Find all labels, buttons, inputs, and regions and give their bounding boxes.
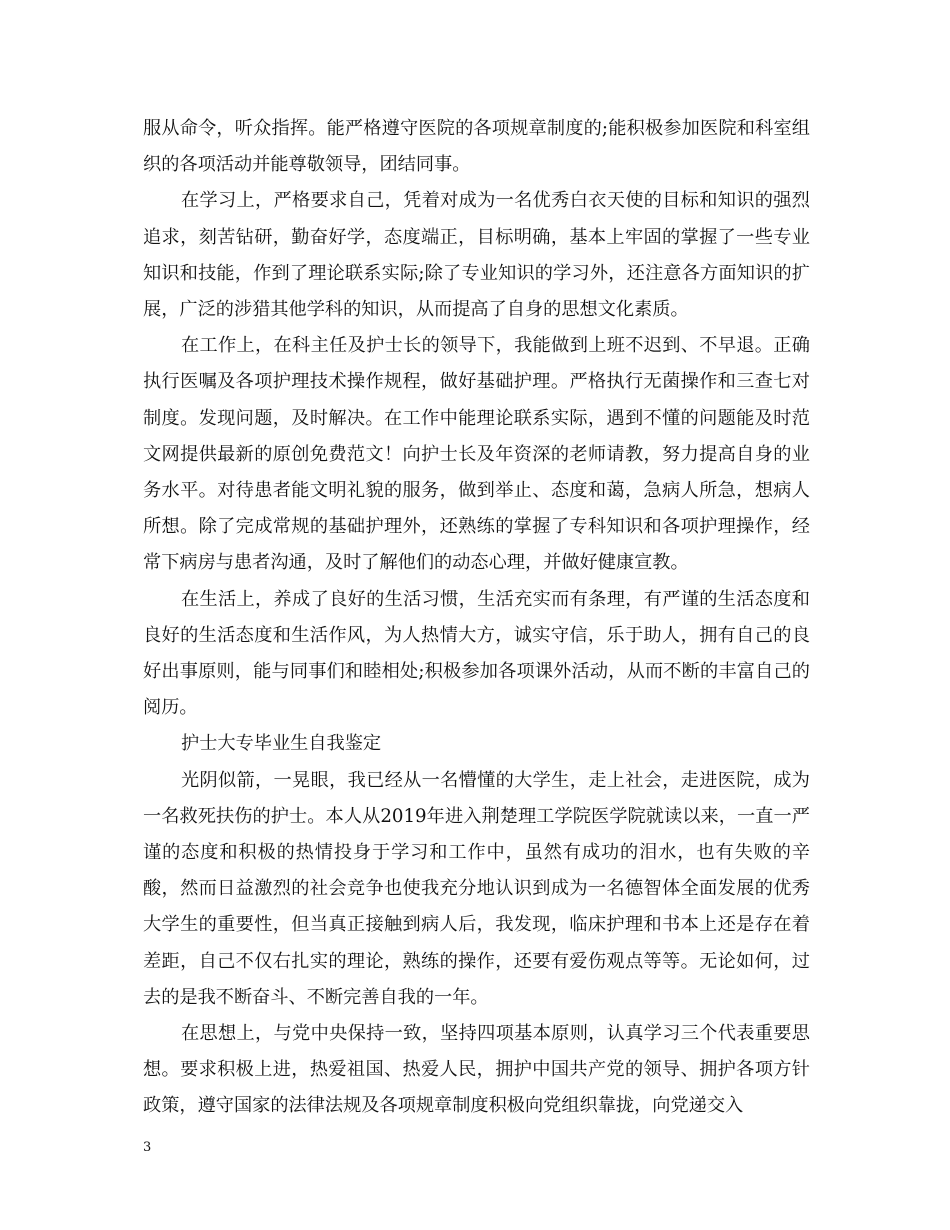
paragraph-6: 在思想上，与党中央保持一致，坚持四项基本原则，认真学习三个代表重要思想。要求积极上进，热爱祖国、热爱人民，拥护中国共产党的领导、拥护各项方针政策，遵守国家的法律法规及各项规章制度积极向党组织靠拢，向党递交入: [143, 1023, 810, 1117]
document-body: [143, 111, 810, 1125]
paragraph-3: 在工作上，在科主任及护士长的领导下，我能做到上班不迟到、不早退。正确执行医嘱及各项护理技术操作规程，做好基础护理。严格执行无菌操作和三查七对制度。发现问题，及时解决。在工作中能理论联系实际，遇到不懂的问题能及时范文网提供最新的原创免费范文！向护士长及年资深的老师请教，努力提高自身的业务水平。对待患者能文明礼貌的服务，做到举止、态度和蔼，急病人所急，想病人所想。除了完成常规的基础护理外，还熟练的掌握了专科知识和各项护理操作，经常下病房与患者沟通，及时了解他们的动态心理，并做好健康宣教。: [143, 335, 810, 574]
paragraph-1: 服从命令，听众指挥。能严格遵守医院的各项规章制度的;能积极参加医院和科室组织的各项活动并能尊敬领导，团结同事。: [143, 118, 810, 176]
paragraph-2: 在学习上，严格要求自己，凭着对成为一名优秀白衣天使的目标和知识的强烈追求，刻苦钻研，勤奋好学，态度端正，目标明确，基本上牢固的掌握了一些专业知识和技能，作到了理论联系实际;除了专业知识的学习外，还注意各方面知识的扩展，广泛的涉猎其他学科的知识，从而提高了自身的思想文化素质。: [143, 190, 810, 321]
paragraph-5: 光阴似箭，一晃眼，我已经从一名懵懂的大学生，走上社会，走进医院，成为一名救死扶伤的护士。本人从2019年进入荆楚理工学院医学院就读以来，一直一严谨的态度和积极的热情投身于学习和工作中，虽然有成功的泪水，也有失败的辛酸，然而日益激烈的社会竞争也使我充分地认识到成为一名德智体全面发展的优秀大学生的重要性，但当真正接触到病人后，我发现，临床护理和书本上还是存在着差距，自己不仅右扎实的理论，熟练的操作，还要有爱伤观点等等。无论如何，过去的是我不断奋斗、不断完善自我的一年。: [143, 769, 810, 1008]
section-heading: 护士大专毕业生自我鉴定: [181, 733, 382, 755]
paragraph-4: 在生活上，养成了良好的生活习惯，生活充实而有条理，有严谨的生活态度和良好的生活态度和生活作风，为人热情大方，诚实守信，乐于助人，拥有自己的良好出事原则，能与同事们和睦相处;积极参加各项课外活动，从而不断的丰富自己的阅历。: [143, 588, 810, 719]
page-number: 3: [143, 1140, 152, 1155]
